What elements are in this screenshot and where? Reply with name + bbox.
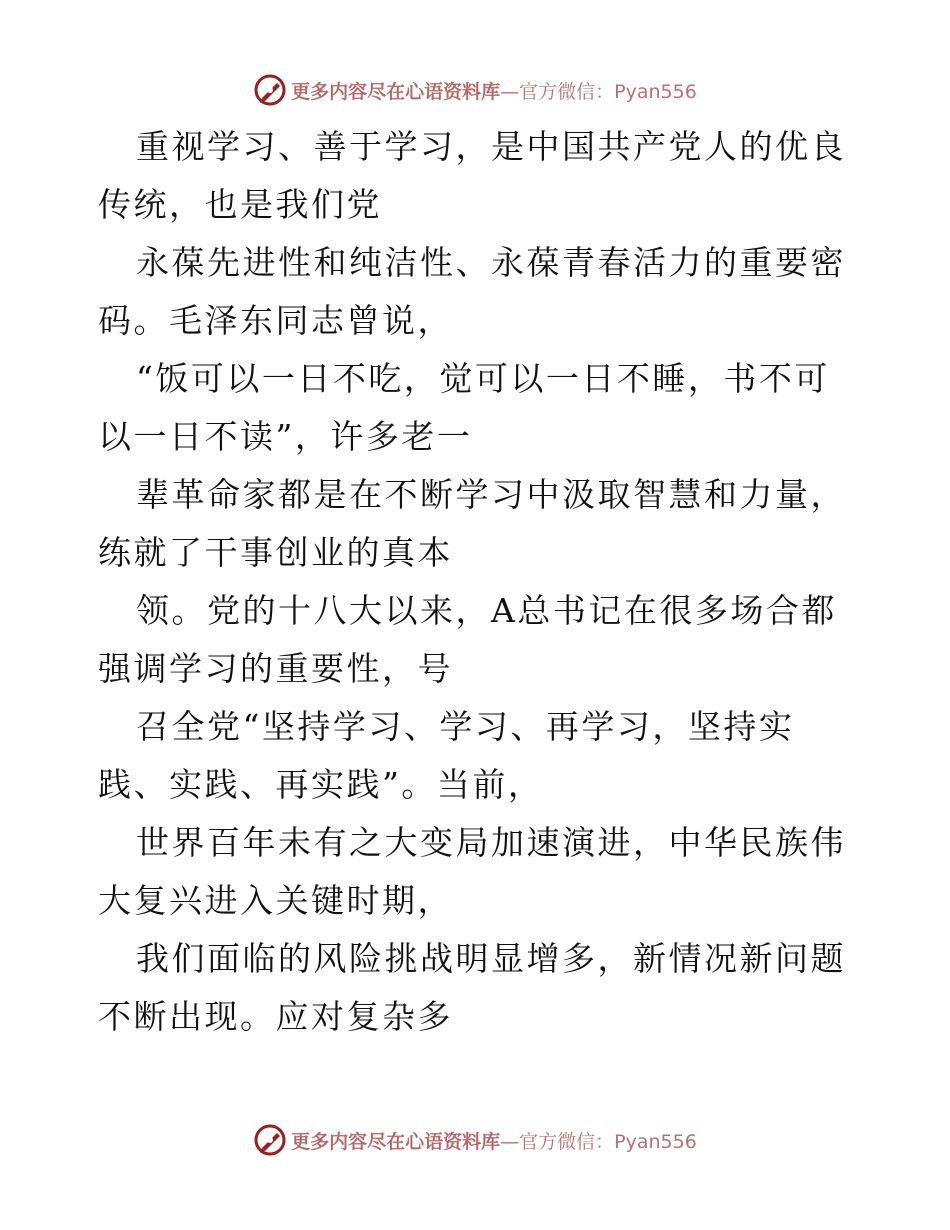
pen-logo-icon xyxy=(253,1123,287,1157)
paragraph: “饭可以一日不吃，觉可以一日不睡，书不可以一日不读”，许多老一 xyxy=(98,359,830,456)
paragraph: 永葆先进性和纯洁性、永葆青春活力的重要密码。毛泽东同志曾说， xyxy=(98,243,846,340)
pen-logo-icon xyxy=(253,73,287,107)
footer-watermark xyxy=(0,1120,950,1160)
document-body xyxy=(98,118,858,1046)
paragraph: 我们面临的风险挑战明显增多，新情况新问题不断出现。应对复杂多 xyxy=(98,939,846,1036)
watermark-wechat: —官方微信：Pyan556 xyxy=(500,80,697,103)
paragraph: 重视学习、善于学习，是中国共产党人的优良传统，也是我们党 xyxy=(98,127,846,224)
paragraph: 召全党“坚持学习、学习、再学习，坚持实践、实践、再实践”。当前， xyxy=(98,707,795,804)
paragraph: 领。党的十八大以来，A总书记在很多场合都强调学习的重要性，号 xyxy=(98,591,837,688)
paragraph: 世界百年未有之大变局加速演进，中华民族伟大复兴进入关键时期， xyxy=(98,823,846,920)
watermark-text: 更多内容尽在心语资料库 xyxy=(291,1130,501,1153)
watermark-text: 更多内容尽在心语资料库 xyxy=(291,80,501,103)
header-watermark xyxy=(0,70,950,110)
watermark-wechat: —官方微信：Pyan556 xyxy=(500,1130,697,1153)
paragraph: 辈革命家都是在不断学习中汲取智慧和力量，练就了干事创业的真本 xyxy=(98,475,846,572)
